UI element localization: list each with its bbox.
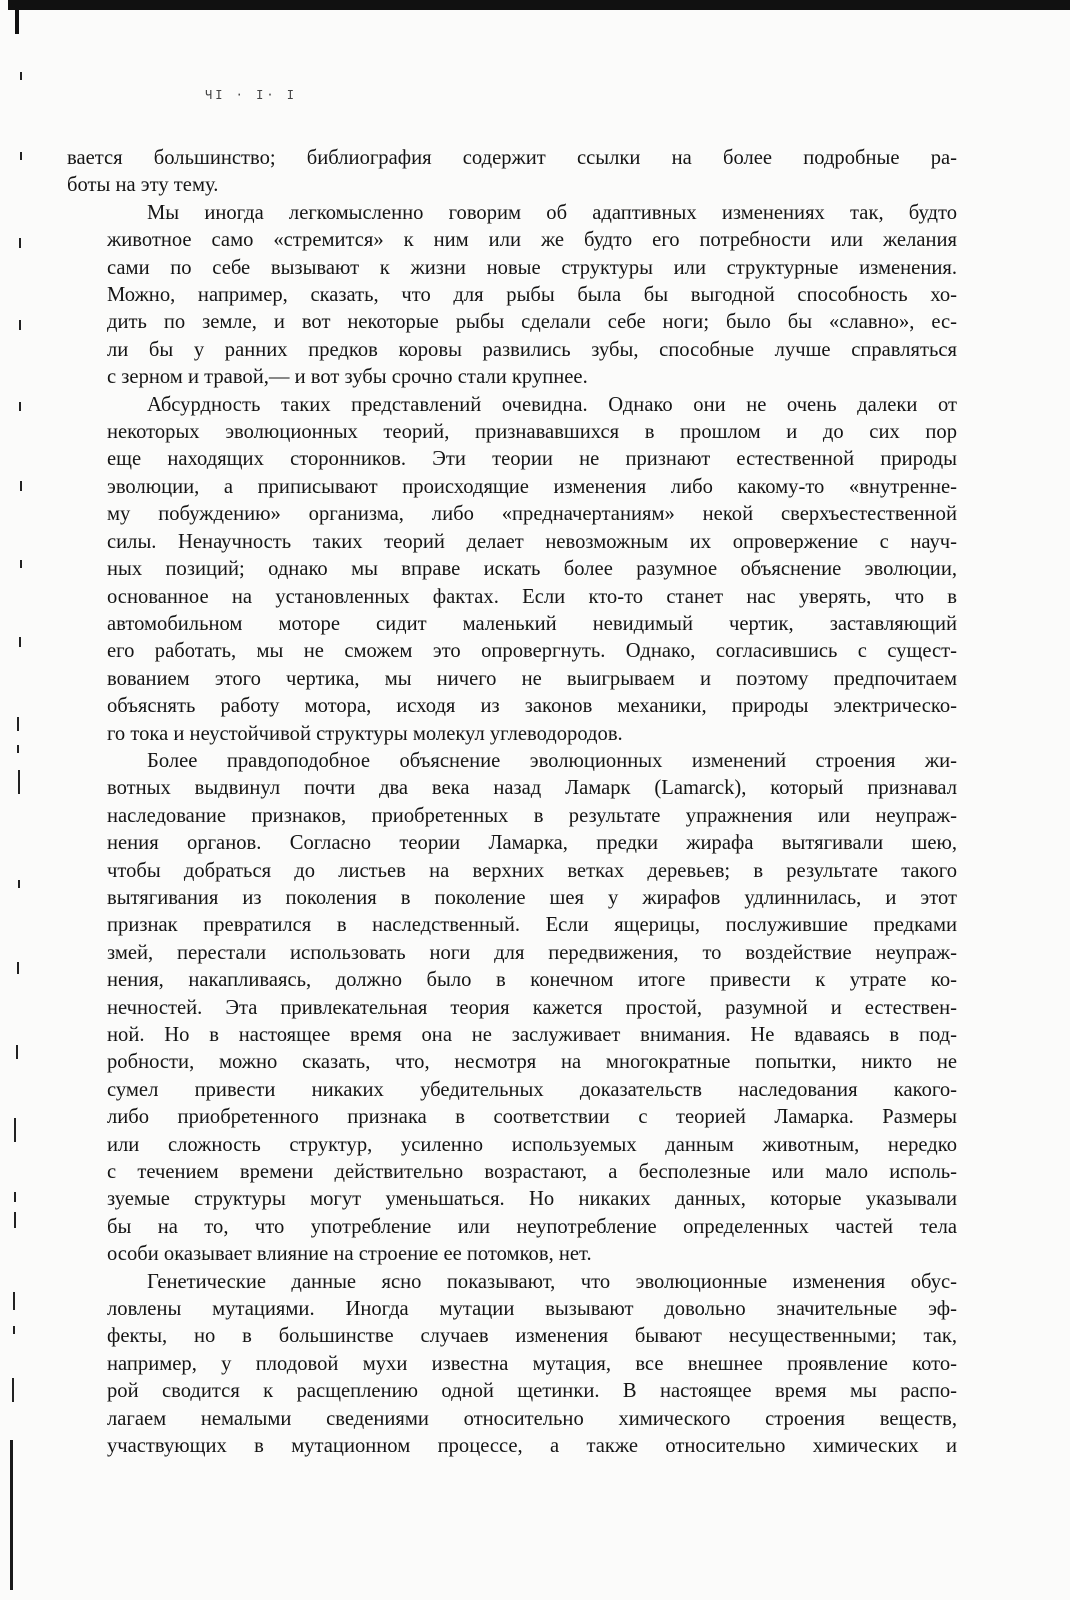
scan-mark	[19, 637, 21, 647]
scan-mark	[19, 402, 21, 411]
scan-mark	[17, 717, 19, 731]
text-line: ловлены мутациями. Иногда мутации вызывают довольно значительные эф-	[107, 1298, 957, 1321]
scan-mark	[14, 1118, 16, 1142]
text-line: силы. Ненаучность таких теорий делает невозможным их опровержение с науч-	[107, 530, 957, 553]
text-line: Абсурдность таких представлений очевидна. Однако они не очень далеки от	[147, 393, 957, 416]
scan-mark	[13, 1292, 15, 1310]
text-line: например, у плодовой мухи известна мутация, все внешнее проявление кото-	[107, 1352, 957, 1375]
text-line: животное само «стремится» к ним или же будто его потребности или желания	[107, 229, 957, 252]
text-line: автомобильном моторе сидит маленький невидимый чертик, заставляющий	[107, 612, 957, 635]
scan-mark	[20, 560, 22, 568]
text-line: Генетические данные ясно показывают, что эволюционные изменения обус-	[147, 1270, 957, 1293]
scan-mark	[17, 745, 19, 753]
text-line: ных позиций; однако мы вправе искать более разумное объяснение эволюции,	[107, 558, 957, 581]
text-line: его работать, мы не сможем это опровергнуть. Однако, согласившись с сущест-	[107, 640, 957, 663]
paragraph	[67, 392, 957, 748]
text-line: наследование признаков, приобретенных в результате упражнения или неупраж-	[107, 804, 957, 827]
text-line: нения органов. Согласно теории Ламарка, предки жирафа вытягивали шею,	[107, 832, 957, 855]
text-line: змей, перестали использовать ноги для передвижения, то воздействие неупраж-	[107, 941, 957, 964]
text-line: или сложность структур, усиленно используемых данным животным, нередко	[107, 1133, 957, 1156]
text-line: вотных выдвинул почти два века назад Ламарк (Lamarck), который признавал	[107, 777, 957, 800]
text-line: вытягивания из поколения в поколение шея у жирафов удлиннилась, и этот	[107, 886, 957, 909]
text-line: зуемые структуры могут уменьшаться. Но никаких данных, которые указывали	[107, 1188, 957, 1211]
paragraph	[67, 1269, 957, 1461]
scan-mark	[12, 1378, 14, 1402]
scan-mark	[19, 238, 21, 248]
scan-mark	[13, 1326, 15, 1334]
text-line: чтобы добраться до листьев на верхних ветках деревьев; в результате такого	[107, 859, 957, 882]
text-line: бы на то, что употребление или неупотребление определенных частей тела	[107, 1215, 957, 1238]
text-line: объяснять работу мотора, исходя из законов механики, природы электрическо-	[107, 695, 957, 718]
text-line: му побуждению» организма, либо «предначертаниям» некой сверхъестественной	[107, 503, 957, 526]
scan-mark	[20, 152, 22, 160]
scan-mark	[14, 1212, 16, 1228]
paragraph	[67, 748, 957, 1269]
text-line: сами по себе вызывают к жизни новые структуры или структурные изменения.	[107, 256, 957, 279]
page-corner-mark	[15, 0, 19, 34]
page-top-border	[8, 0, 1070, 10]
scan-mark	[20, 481, 22, 491]
text-line: сумел привести никаких убедительных доказательств наследования какого-	[107, 1078, 957, 1101]
scan-mark	[14, 1192, 16, 1202]
text-line: вается большинство; библиография содержит ссылки на более подробные ра-	[67, 147, 957, 169]
text-line: Можно, например, сказать, что для рыбы была бы выгодной способность хо-	[107, 284, 957, 307]
text-line: основанное на установленных фактах. Если кто-то станет нас уверять, что в	[107, 585, 957, 608]
text-line: Мы иногда легкомысленно говорим об адаптивных изменениях так, будто	[147, 201, 957, 224]
text-line: эволюции, а приписывают происходящие изменения либо какому-то «внутренне-	[107, 475, 957, 498]
page-left-edge	[10, 1440, 13, 1590]
text-line: участвующих в мутационном процессе, а также относительно химических и	[107, 1435, 957, 1458]
text-line: еще находящих сторонников. Эти теории не признают естественной природы	[107, 448, 957, 471]
text-line: боты на эту тему.	[67, 174, 219, 197]
text-line: особи оказывает влияние на строение ее потомков, нет.	[107, 1243, 592, 1266]
text-line: Более правдоподобное объяснение эволюционных изменений строения жи-	[147, 749, 957, 772]
text-line: некоторых эволюционных теорий, признававшихся в прошлом и до сих пор	[107, 421, 957, 444]
document-body	[67, 145, 957, 1461]
scan-mark	[18, 880, 20, 888]
scan-mark	[17, 962, 19, 974]
paragraph	[67, 145, 957, 200]
text-line: с течением времени действительно возрастают, а бесполезные или мало исполь-	[107, 1161, 957, 1184]
text-line: лагаем немалыми сведениями относительно химического строения веществ,	[107, 1407, 957, 1430]
text-line: признак превратился в наследственный. Если ящерицы, послужившие предками	[107, 914, 957, 937]
scan-mark	[18, 770, 20, 794]
paragraph	[67, 200, 957, 392]
text-line: с зерном и травой,— и вот зубы срочно стали крупнее.	[107, 366, 588, 389]
text-line: рой сводится к расщеплению одной щетинки. В настоящее время мы распо-	[107, 1380, 957, 1403]
text-line: дить по земле, и вот некоторые рыбы сделали себе ноги; было бы «славно», ес-	[107, 311, 957, 334]
running-head: ЧI · I· I	[205, 88, 298, 102]
text-line: нечностей. Эта привлекательная теория кажется простой, разумной и естествен-	[107, 996, 957, 1019]
scan-mark	[16, 1045, 18, 1059]
text-line: вованием этого чертика, мы ничего не выигрываем и поэтому предпочитаем	[107, 667, 957, 690]
scan-mark	[19, 320, 21, 330]
text-line: го тока и неустойчивой структуры молекул углеводородов.	[107, 722, 623, 745]
text-line: робности, можно сказать, что, несмотря на многократные попытки, никто не	[107, 1051, 957, 1074]
text-line: фекты, но в большинстве случаев изменения бывают несущественными; так,	[107, 1325, 957, 1348]
scan-mark	[20, 72, 22, 80]
text-line: нения, накапливаясь, должно было в конечном итоге привести к утрате ко-	[107, 969, 957, 992]
text-line: ной. Но в настоящее время она не заслуживает внимания. Не вдаваясь в под-	[107, 1024, 957, 1046]
text-line: ли бы у ранних предков коровы развились зубы, способные лучше справляться	[107, 338, 957, 361]
text-line: либо приобретенного признака в соответствии с теорией Ламарка. Размеры	[107, 1106, 957, 1129]
